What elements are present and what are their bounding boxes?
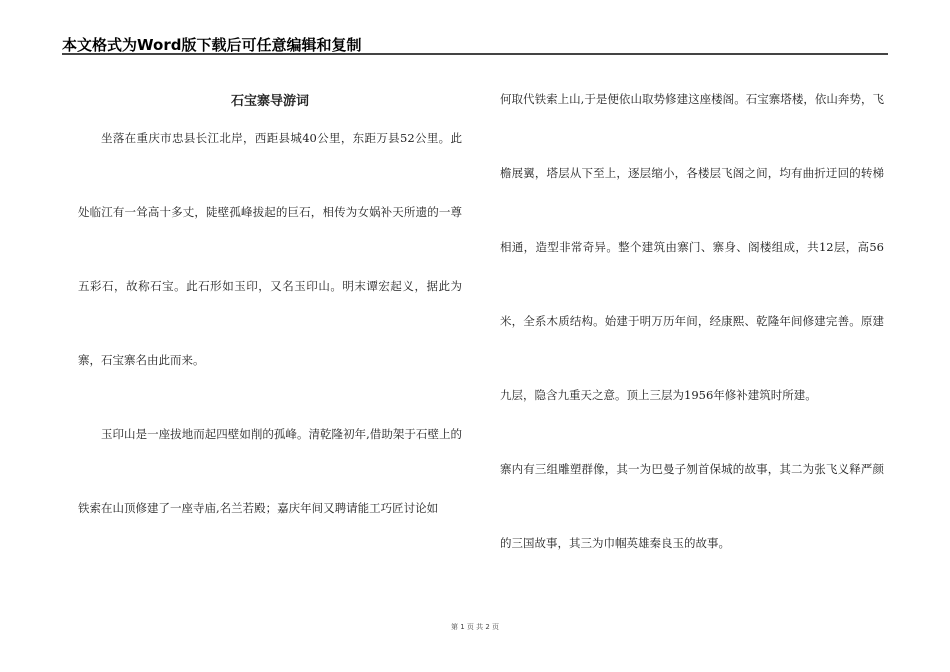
- header-title: 本文格式为Word版下载后可任意编辑和复制: [62, 36, 362, 54]
- paragraph: 寨内有三组雕塑群像，其一为巴曼子刎首保城的故事，其二为张飞义释严颜的三国故事，其三为巾帼英雄秦良玉的故事。: [500, 462, 884, 550]
- paragraph: 玉印山是一座拔地而起四壁如削的孤峰。清乾隆初年,借助架于石壁上的铁索在山顶修建了一座寺庙,名兰若殿；嘉庆年间又聘请能工巧匠讨论如: [78, 427, 462, 515]
- paragraph: 坐落在重庆市忠县长江北岸，西距县城40公里，东距万县52公里。此处临江有一耸高十多丈，陡壁孤峰拔起的巨石，相传为女娲补天所遗的一尊五彩石，故称石宝。此石形如玉印，又名玉印山。明末谭宏起义，据此为寨，石宝寨名由此而来。: [78, 131, 462, 367]
- left-column: [78, 90, 462, 545]
- document-title: 石宝寨导游词: [230, 94, 309, 109]
- right-column: [500, 90, 884, 580]
- header-divider: [62, 53, 888, 55]
- page-number: 第 1 页 共 2 页: [450, 623, 500, 631]
- paragraph: 何取代铁索上山,于是便依山取势修建这座楼阁。石宝寨塔楼，依山奔势，飞檐展翼，塔层从下至上，逐层缩小，各楼层飞阁之间，均有曲折迂回的转梯相通，造型非常奇异。整个建筑由寨门、寨身、阁楼组成，共12层，高56米，全系木质结构。始建于明万历年间，经康熙、乾隆年间修建完善。原建九层，隐含九重天之意。顶上三层为1956年修补建筑时所建。: [500, 92, 884, 402]
